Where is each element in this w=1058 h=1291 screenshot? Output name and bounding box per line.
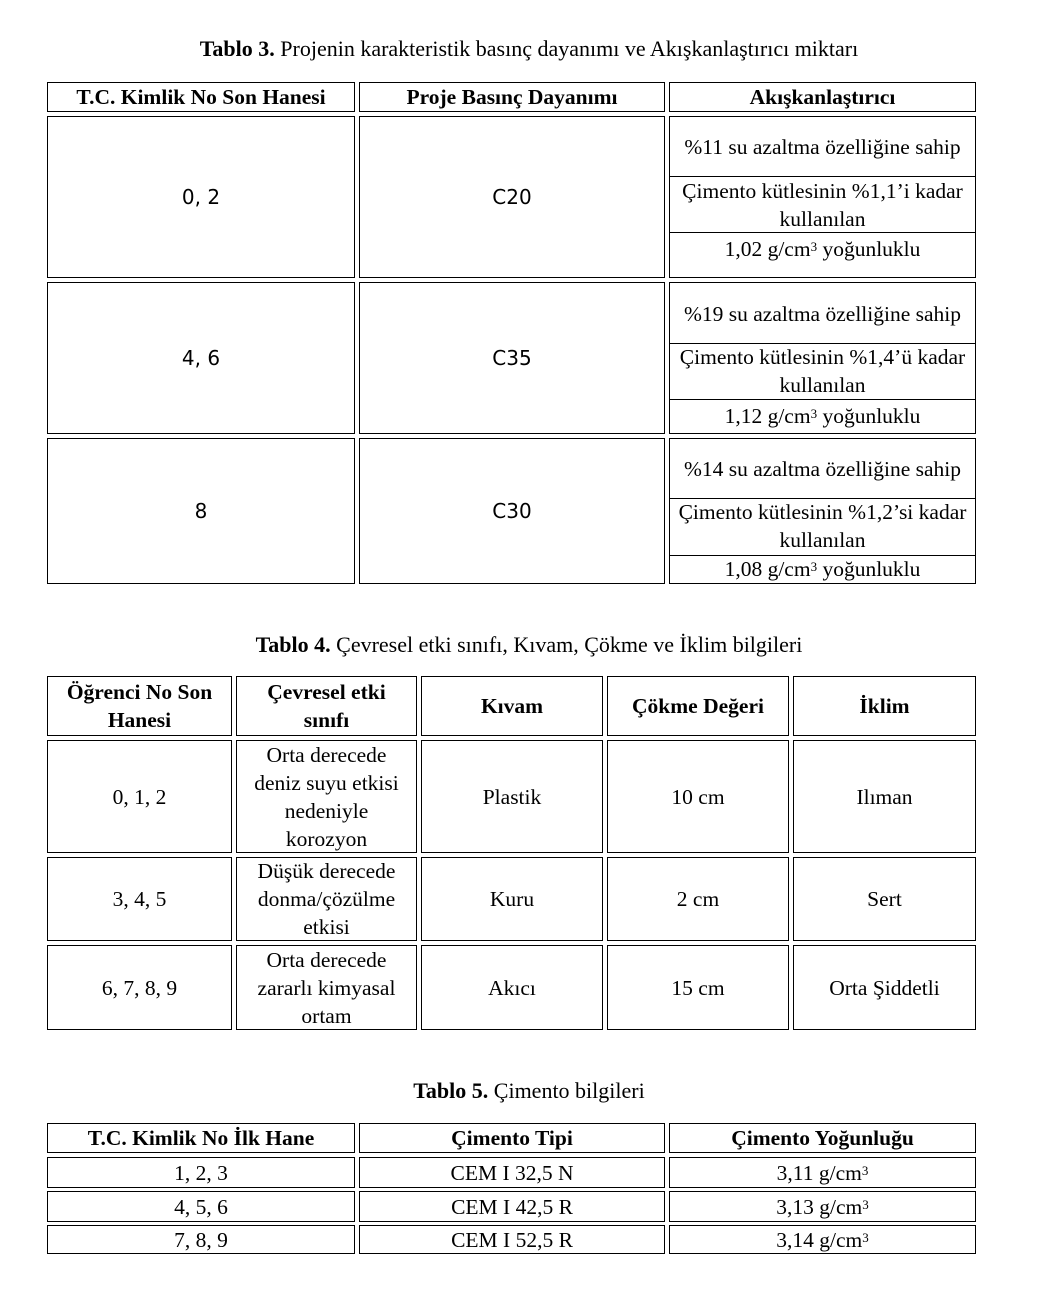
table3-row2-digits: 4, 6: [47, 282, 355, 434]
table3-row3-admixture: [669, 438, 976, 584]
table5-row1-digits: 1, 2, 3: [47, 1157, 355, 1188]
table5-row2-type: CEM I 42,5 R: [359, 1191, 665, 1222]
table3-row1-item2: Çimento kütlesinin %1,1’i kadar kullanılan: [682, 179, 963, 231]
table3-row3-item2: Çimento kütlesinin %1,2’si kadar kullanılan: [678, 500, 967, 552]
table3-row1-digits: 0, 2: [47, 116, 355, 278]
table3-row2-item1: %19 su azaltma özelliğine sahip: [683, 302, 962, 326]
table3-caption-text: Projenin karakteristik basınç dayanımı ve Akışkanlaştırıcı miktarı: [274, 36, 859, 61]
table3-caption-label: Tablo 3.: [199, 36, 275, 61]
table3-header-strength: Proje Basınç Dayanımı: [359, 82, 665, 112]
table3-row2-density: 1,12 g/cm: [724, 404, 811, 428]
table5-row3-type: CEM I 52,5 R: [359, 1225, 665, 1254]
table4-row2-climate: Sert: [793, 857, 976, 941]
table5-row3-digits: 7, 8, 9: [47, 1225, 355, 1254]
table4-row2-consistency: Kuru: [421, 857, 603, 941]
table3-row2-item3: 1,12 g/cm $^3$ yoğunluklu: [724, 404, 921, 428]
table5-row3-density: 3,14 g/cm $^3$: [669, 1225, 976, 1254]
table4-row3-env: Orta derecede zararlı kimyasal ortam: [236, 945, 417, 1030]
table4-row1-consistency: Plastik: [421, 740, 603, 853]
table3-row1-density-suffix: yoğunluklu: [817, 237, 921, 261]
table3-row3-digits: 8: [47, 438, 355, 584]
table3-row1-density: 1,02 g/cm: [724, 237, 811, 261]
table5-row1-type: CEM I 32,5 N: [359, 1157, 665, 1188]
table3-header-admixture: Akışkanlaştırıcı: [669, 82, 976, 112]
table5-row1-density: 3,11 g/cm $^3$: [669, 1157, 976, 1188]
table5-caption: [0, 1078, 1058, 1104]
table4-row2-env: Düşük derecede donma/çözülme etkisi: [236, 857, 417, 941]
table4-row1-climate: Ilıman: [793, 740, 976, 853]
table5-row2-density: 3,13 g/cm $^3$: [669, 1191, 976, 1222]
table4-row3-climate: Orta Şiddetli: [793, 945, 976, 1030]
table4-header-student: Öğrenci No Son Hanesi: [47, 676, 232, 736]
table5-header-type: Çimento Tipi: [359, 1123, 665, 1153]
table3-row3-density-suffix: yoğunluklu: [817, 557, 921, 581]
table3-caption: [0, 36, 1058, 62]
table5-row2-density-value: 3,13 g/cm: [776, 1194, 863, 1219]
table4-row3-slump: 15 cm: [607, 945, 789, 1030]
table5-row3-density-value: 3,14 g/cm: [776, 1227, 863, 1252]
table3-row2-density-suffix: yoğunluklu: [817, 404, 921, 428]
table5-caption-text: Çimento bilgileri: [488, 1078, 645, 1103]
table4-row1-env: Orta derecede deniz suyu etkisi nedeniyle korozyon: [236, 740, 417, 853]
table3-row1-admixture: [669, 116, 976, 278]
table5-caption-label: Tablo 5.: [413, 1078, 489, 1103]
table4-row1-slump: 10 cm: [607, 740, 789, 853]
table4-header-climate: İklim: [793, 676, 976, 736]
table4-caption: [0, 632, 1058, 658]
table4-row2-slump: 2 cm: [607, 857, 789, 941]
table5-row2-digits: 4, 5, 6: [47, 1191, 355, 1222]
table3-row2-class: C35: [359, 282, 665, 434]
table4-row3-consistency: Akıcı: [421, 945, 603, 1030]
table4-header-consistency: Kıvam: [421, 676, 603, 736]
table4-header-slump: Çökme Değeri: [607, 676, 789, 736]
table3-row1-item3: 1,02 g/cm $^3$ yoğunluklu: [724, 237, 921, 261]
table3-row2-item2: Çimento kütlesinin %1,4’ü kadar kullanılan: [679, 345, 966, 397]
table4-row1-digits: 0, 1, 2: [47, 740, 232, 853]
table3-row3-density: 1,08 g/cm: [724, 557, 811, 581]
table3-row3-item3: 1,08 g/cm $^3$ yoğunluklu: [724, 557, 921, 581]
table4-caption-label: Tablo 4.: [255, 632, 331, 657]
table3-row1-item1: %11 su azaltma özelliğine sahip: [684, 135, 961, 159]
table5-row1-density-value: 3,11 g/cm: [776, 1160, 862, 1185]
table4-header-env: Çevresel etki sınıfı: [236, 676, 417, 736]
table4-row2-digits: 3, 4, 5: [47, 857, 232, 941]
table5-header-density: Çimento Yoğunluğu: [669, 1123, 976, 1153]
table4-caption-text: Çevresel etki sınıfı, Kıvam, Çökme ve İklim bilgileri: [330, 632, 803, 657]
table3-row3-item1: %14 su azaltma özelliğine sahip: [683, 457, 962, 481]
table3-row1-class: C20: [359, 116, 665, 278]
table3-row3-class: C30: [359, 438, 665, 584]
table4-row3-digits: 6, 7, 8, 9: [47, 945, 232, 1030]
table3-row2-admixture: [669, 282, 976, 434]
table3-header-digits: T.C. Kimlik No Son Hanesi: [47, 82, 355, 112]
table5-header-digit: T.C. Kimlik No İlk Hane: [47, 1123, 355, 1153]
